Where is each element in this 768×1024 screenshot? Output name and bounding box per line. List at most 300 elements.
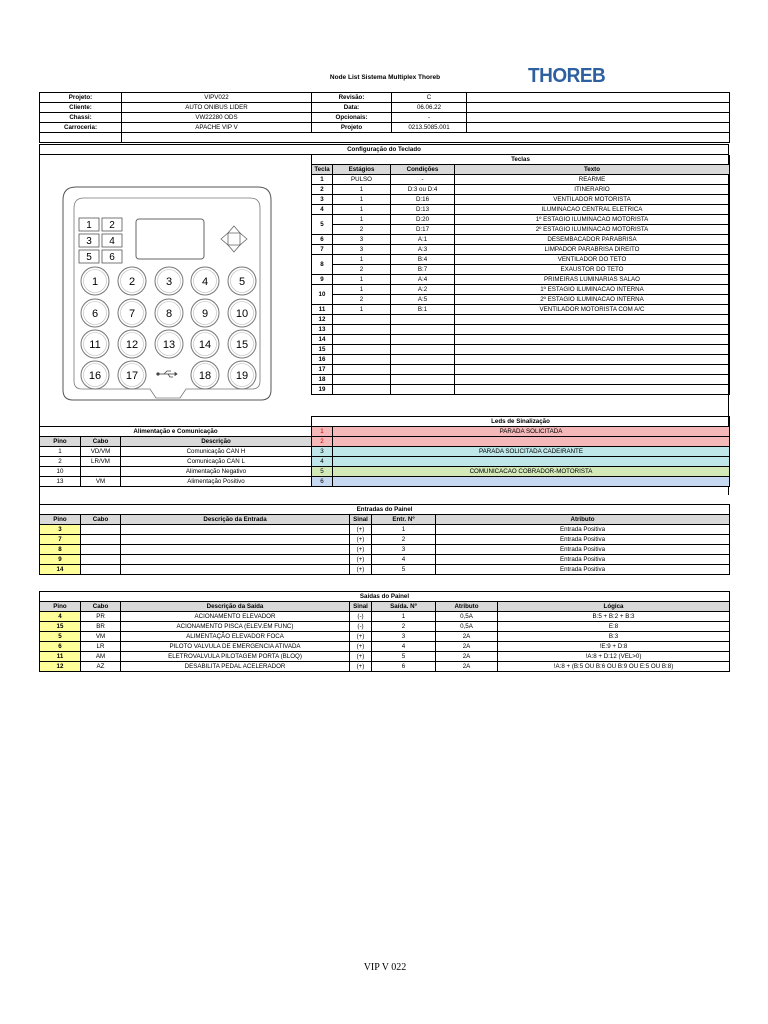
table-cell: 2 <box>372 535 436 545</box>
table-cell: Entrada Positiva <box>436 535 730 545</box>
table-cell: D:13 <box>391 205 455 215</box>
table-cell: 19 <box>312 385 333 395</box>
table-cell: VENTILADOR MOTORISTA COM A/C <box>455 305 730 315</box>
table-cell: ELETROVALVULA PILOTAGEM PORTA (BLOQ) <box>121 652 350 662</box>
tecla-row <box>312 325 730 335</box>
led-row <box>312 427 730 437</box>
alim-row <box>40 467 312 477</box>
table-cell <box>81 525 121 535</box>
table-cell <box>455 385 730 395</box>
table-cell: Saída. Nº <box>372 602 436 612</box>
table-cell <box>391 345 455 355</box>
alim-row <box>40 477 312 487</box>
table-cell: 1 <box>333 205 391 215</box>
table-cell: B:1 <box>391 305 455 315</box>
led-row <box>312 477 730 487</box>
table-cell: DESEMBACADOR PARABRISA <box>455 235 730 245</box>
table-cell <box>467 113 730 123</box>
table-cell: ITINERARIO <box>455 185 730 195</box>
table-cell: Cliente: <box>40 103 122 113</box>
table-cell: 1 <box>40 447 81 457</box>
tecla-row <box>312 365 730 375</box>
table-cell <box>455 325 730 335</box>
table-cell <box>81 535 121 545</box>
table-cell: 12 <box>40 662 81 672</box>
table-cell: Alimentação Positivo <box>121 477 312 487</box>
tecla-row <box>312 315 730 325</box>
saidas-title: Saídas do Painel <box>40 592 730 602</box>
small-key <box>102 234 122 247</box>
table-cell <box>333 437 730 447</box>
footer-label: VIP V 022 <box>363 962 407 973</box>
table-cell: 2A <box>436 652 498 662</box>
entradas-title: Entradas do Painel <box>40 505 730 515</box>
table-cell: 11 <box>312 305 333 315</box>
table-cell: PRIMEIRAS LUMINARIAS SALAO <box>455 275 730 285</box>
keypad-button <box>191 330 219 358</box>
keypad-button <box>228 299 256 327</box>
table-cell: PULSO <box>333 175 391 185</box>
table-cell: ACIONAMENTO ELEVADOR <box>121 612 350 622</box>
table-cell: - <box>391 175 455 185</box>
alimentacao-table <box>39 426 312 487</box>
table-cell: 3 <box>40 525 81 535</box>
svg-text:19: 19 <box>235 370 249 382</box>
table-cell: PILOTO VALVULA DE EMERGENCIA ATIVADA <box>121 642 350 652</box>
table-cell: 0,5A <box>436 622 498 632</box>
table-cell: Descrição da Entrada <box>121 515 350 525</box>
tecla-row <box>312 285 730 295</box>
table-cell: 1 <box>333 255 391 265</box>
table-cell <box>455 315 730 325</box>
table-cell: 4 <box>40 612 81 622</box>
svg-text:3: 3 <box>86 236 92 247</box>
table-cell: 2A <box>436 662 498 672</box>
table-cell: Entrada Positiva <box>436 545 730 555</box>
table-cell: 2A <box>436 632 498 642</box>
table-cell <box>333 457 730 467</box>
tecla-row <box>312 195 730 205</box>
table-cell: ILUMINACAO CENTRAL ELETRICA <box>455 205 730 215</box>
table-cell: COMUNICACAO COBRADOR-MOTORISTA <box>333 467 730 477</box>
table-cell: Projeto <box>312 123 392 133</box>
table-cell <box>391 325 455 335</box>
keypad-button <box>118 330 146 358</box>
table-cell: AUTO ONIBUS LIDER <box>122 103 312 113</box>
svg-text:1: 1 <box>91 276 99 288</box>
table-cell: 2º ESTAGIO ILUMINACAO MOTORISTA <box>455 225 730 235</box>
table-cell: 1 <box>333 195 391 205</box>
table-cell: 1 <box>333 275 391 285</box>
table-cell: PR <box>81 612 121 622</box>
alimentacao-title: Alimentação e Comunicação <box>40 427 312 437</box>
table-cell: 2A <box>436 642 498 652</box>
table-cell <box>121 535 350 545</box>
table-cell: EXAUSTOR DO TETO <box>455 265 730 275</box>
table-cell: (+) <box>350 535 372 545</box>
keypad-button <box>228 267 256 295</box>
table-cell: (+) <box>350 555 372 565</box>
svg-text:6: 6 <box>109 252 115 263</box>
table-cell: 6 <box>372 662 436 672</box>
keypad-button <box>191 361 219 389</box>
info-row <box>40 113 730 123</box>
keypad-button <box>191 299 219 327</box>
keypad-button <box>228 361 256 389</box>
tecla-row <box>312 295 730 305</box>
svg-text:2: 2 <box>109 220 115 231</box>
table-cell: Chassi: <box>40 113 122 123</box>
saida-row <box>40 632 730 642</box>
table-cell: 2 <box>312 437 333 447</box>
info-row <box>40 123 730 133</box>
leds-title: Leds de Sinalização <box>312 417 730 427</box>
table-cell: B:7 <box>391 265 455 275</box>
table-cell: LR <box>81 642 121 652</box>
table-cell: Data: <box>312 103 392 113</box>
table-cell: 3 <box>333 235 391 245</box>
table-cell: 2º ESTAGIO ILUMINACAO INTERNA <box>455 295 730 305</box>
table-cell <box>467 93 730 103</box>
svg-text:3: 3 <box>165 276 173 288</box>
entrada-row <box>40 565 730 575</box>
table-cell <box>391 335 455 345</box>
table-cell: Pino <box>40 515 81 525</box>
small-key <box>102 218 122 231</box>
tecla-row <box>312 335 730 345</box>
table-cell: Cabo <box>81 437 121 447</box>
table-cell: Texto <box>455 165 730 175</box>
svg-text:5: 5 <box>238 276 246 288</box>
svg-text:4: 4 <box>109 236 115 247</box>
table-cell: 4 <box>372 555 436 565</box>
table-cell: D:3 ou D:4 <box>391 185 455 195</box>
table-cell: B:5 + B:2 + B:3 <box>498 612 730 622</box>
table-cell: D:20 <box>391 215 455 225</box>
saidas-table <box>39 591 730 672</box>
entrada-row <box>40 555 730 565</box>
svg-text:5: 5 <box>86 252 92 263</box>
keypad-button <box>118 361 146 389</box>
table-cell: 6 <box>40 642 81 652</box>
table-cell: 5 <box>40 632 81 642</box>
table-cell: !E:9 + D:8 <box>498 642 730 652</box>
table-cell: LIMPADOR PARABRISA DIREITO <box>455 245 730 255</box>
info-row <box>40 93 730 103</box>
table-cell <box>121 525 350 535</box>
table-cell: (+) <box>350 545 372 555</box>
small-key <box>79 218 99 231</box>
table-cell <box>455 345 730 355</box>
tecla-row <box>312 235 730 245</box>
table-cell: 13 <box>312 325 333 335</box>
table-cell: Sinal <box>350 515 372 525</box>
table-cell: (-) <box>350 612 372 622</box>
table-cell <box>467 123 730 133</box>
table-cell: 1 <box>312 175 333 185</box>
table-cell: REARME <box>455 175 730 185</box>
led-row <box>312 457 730 467</box>
keypad-button <box>81 299 109 327</box>
tecla-row <box>312 355 730 365</box>
table-cell: Comunicação CAN L <box>121 457 312 467</box>
table-cell: Estágios <box>333 165 391 175</box>
table-cell: 2 <box>372 622 436 632</box>
table-cell: 10 <box>312 285 333 305</box>
table-cell: Comunicação CAN H <box>121 447 312 457</box>
table-cell: 2 <box>333 225 391 235</box>
led-row <box>312 437 730 447</box>
table-cell <box>121 555 350 565</box>
table-cell: 5 <box>312 215 333 235</box>
table-cell <box>455 365 730 375</box>
table-cell: VM <box>81 477 121 487</box>
svg-text:13: 13 <box>162 339 176 351</box>
table-cell <box>391 385 455 395</box>
table-cell: 5 <box>372 652 436 662</box>
table-cell: Carroceria: <box>40 123 122 133</box>
table-cell: E:8 <box>498 622 730 632</box>
table-cell: 3 <box>312 195 333 205</box>
svg-text:14: 14 <box>198 339 212 351</box>
table-cell: (+) <box>350 632 372 642</box>
svg-text:9: 9 <box>201 308 209 320</box>
tecla-row <box>312 265 730 275</box>
saida-row <box>40 642 730 652</box>
table-cell: 1 <box>312 427 333 437</box>
table-cell: Pino <box>40 437 81 447</box>
svg-text:7: 7 <box>128 308 136 320</box>
table-cell: AZ <box>81 662 121 672</box>
table-cell: 0,5A <box>436 612 498 622</box>
table-cell: 5 <box>372 565 436 575</box>
svg-text:18: 18 <box>198 370 212 382</box>
svg-text:12: 12 <box>125 339 139 351</box>
table-cell: 7 <box>40 535 81 545</box>
table-cell: Entrada Positiva <box>436 525 730 535</box>
tecla-row <box>312 345 730 355</box>
table-cell: - <box>392 113 467 123</box>
svg-text:2: 2 <box>128 276 136 288</box>
table-cell: 14 <box>312 335 333 345</box>
table-cell: 3 <box>312 447 333 457</box>
table-cell: Pino <box>40 602 81 612</box>
table-cell: 2 <box>40 457 81 467</box>
table-cell: 5 <box>312 467 333 477</box>
saida-row <box>40 652 730 662</box>
table-cell: (+) <box>350 525 372 535</box>
table-cell: Condições <box>391 165 455 175</box>
table-cell: 1 <box>333 185 391 195</box>
table-cell: Cabo <box>81 602 121 612</box>
table-cell: (+) <box>350 565 372 575</box>
table-cell <box>333 315 391 325</box>
table-cell: PARADA SOLICITADA <box>333 427 730 437</box>
table-cell: Revisão: <box>312 93 392 103</box>
keypad-button <box>155 299 183 327</box>
table-cell: 1 <box>372 525 436 535</box>
table-cell: D:17 <box>391 225 455 235</box>
keypad-button <box>118 267 146 295</box>
table-cell: 3 <box>372 632 436 642</box>
table-cell: A:1 <box>391 235 455 245</box>
table-cell: A:5 <box>391 295 455 305</box>
tecla-row <box>312 385 730 395</box>
table-cell: C <box>392 93 467 103</box>
teclado-title-table <box>39 144 729 155</box>
svg-text:1: 1 <box>86 220 92 231</box>
table-cell: 6 <box>312 477 333 487</box>
table-cell: 13 <box>40 477 81 487</box>
keypad-button <box>81 267 109 295</box>
table-cell: Sinal <box>350 602 372 612</box>
table-cell <box>391 375 455 385</box>
saida-row <box>40 612 730 622</box>
keypad-button <box>155 330 183 358</box>
tecla-row <box>312 205 730 215</box>
keypad-button <box>118 299 146 327</box>
svg-text:17: 17 <box>125 370 139 382</box>
table-cell: 17 <box>312 365 333 375</box>
table-cell: (+) <box>350 652 372 662</box>
table-cell: 1º ESTAGIO ILUMINACAO MOTORISTA <box>455 215 730 225</box>
table-cell: Entr. Nº <box>372 515 436 525</box>
table-cell: Atributo <box>436 602 498 612</box>
entrada-row <box>40 545 730 555</box>
svg-text:16: 16 <box>88 370 102 382</box>
table-cell: 15 <box>40 622 81 632</box>
table-cell: 1 <box>333 215 391 225</box>
table-cell <box>81 555 121 565</box>
svg-text:6: 6 <box>91 308 99 320</box>
table-cell: A:4 <box>391 275 455 285</box>
keypad-button <box>81 330 109 358</box>
table-cell: 10 <box>40 467 81 477</box>
teclas-table <box>311 155 730 395</box>
table-cell <box>81 565 121 575</box>
tecla-row <box>312 215 730 225</box>
table-cell: 2 <box>333 295 391 305</box>
table-cell: BR <box>81 622 121 632</box>
project-info-table <box>39 92 730 143</box>
small-key <box>79 234 99 247</box>
table-cell: LR/VM <box>81 457 121 467</box>
keypad-button <box>228 330 256 358</box>
table-cell: A:2 <box>391 285 455 295</box>
table-cell: 1 <box>333 285 391 295</box>
thoreb-logo: THOREB <box>528 65 606 88</box>
table-cell: Tecla <box>312 165 333 175</box>
table-cell: 6 <box>312 235 333 245</box>
document-title: Node List Sistema Multiplex Thoreb <box>329 74 441 81</box>
table-cell: AM <box>81 652 121 662</box>
table-cell: 3 <box>372 545 436 555</box>
table-cell: 7 <box>312 245 333 255</box>
table-cell: !A:8 + (B:5 OU B:6 OU B:9 OU E:5 OU B:8) <box>498 662 730 672</box>
saida-row <box>40 662 730 672</box>
table-cell: 06.06.22 <box>392 103 467 113</box>
table-cell <box>81 467 121 477</box>
table-cell: 1 <box>333 305 391 315</box>
svg-text:4: 4 <box>201 276 209 288</box>
table-cell: 9 <box>312 275 333 285</box>
table-cell: 4 <box>312 457 333 467</box>
table-cell: VIPV022 <box>122 93 312 103</box>
table-cell: D:16 <box>391 195 455 205</box>
tecla-row <box>312 225 730 235</box>
table-cell: PARADA SOLICITADA CADEIRANTE <box>333 447 730 457</box>
table-cell <box>333 375 391 385</box>
table-cell: VENTILADOR DO TETO <box>455 255 730 265</box>
alim-row <box>40 447 312 457</box>
table-cell: VENTILADOR MOTORISTA <box>455 195 730 205</box>
table-cell <box>391 365 455 375</box>
table-cell: 12 <box>312 315 333 325</box>
tecla-row <box>312 375 730 385</box>
table-cell <box>333 385 391 395</box>
tecla-row <box>312 255 730 265</box>
svg-text:11: 11 <box>89 339 101 351</box>
tecla-row <box>312 275 730 285</box>
tecla-row <box>312 175 730 185</box>
table-cell: Descrição <box>121 437 312 447</box>
table-cell: (-) <box>350 622 372 632</box>
table-cell <box>121 565 350 575</box>
table-cell: 2 <box>312 185 333 195</box>
table-cell: 16 <box>312 355 333 365</box>
led-row <box>312 447 730 457</box>
table-cell <box>467 103 730 113</box>
leds-table <box>311 416 730 487</box>
table-cell: 2 <box>333 265 391 275</box>
table-cell <box>121 545 350 555</box>
table-cell: Entrada Positiva <box>436 555 730 565</box>
info-row <box>40 103 730 113</box>
table-cell <box>333 345 391 355</box>
keypad-button <box>81 361 109 389</box>
table-cell: 4 <box>312 205 333 215</box>
table-cell <box>81 545 121 555</box>
table-cell: B:3 <box>498 632 730 642</box>
table-cell: (+) <box>350 662 372 672</box>
table-cell: 3 <box>333 245 391 255</box>
tecla-row <box>312 245 730 255</box>
table-cell: VW22280 ODS <box>122 113 312 123</box>
table-cell: Projeto: <box>40 93 122 103</box>
table-cell: DESABILITA PEDAL ACELERADOR <box>121 662 350 672</box>
table-cell: VD/VM <box>81 447 121 457</box>
table-cell <box>333 325 391 335</box>
svg-text:15: 15 <box>235 339 249 351</box>
table-cell: 15 <box>312 345 333 355</box>
table-cell <box>391 315 455 325</box>
table-cell: (+) <box>350 642 372 652</box>
table-cell: Entrada Positiva <box>436 565 730 575</box>
entradas-table <box>39 504 730 575</box>
table-cell: 11 <box>40 652 81 662</box>
keypad-illustration <box>62 186 272 406</box>
keypad-button <box>155 267 183 295</box>
table-cell: A:3 <box>391 245 455 255</box>
table-cell <box>333 477 730 487</box>
table-cell <box>333 335 391 345</box>
small-key <box>79 250 99 263</box>
table-cell: !A:8 + D:12 (VEL>0) <box>498 652 730 662</box>
table-cell: 0213.5085.001 <box>392 123 467 133</box>
svg-text:8: 8 <box>165 308 173 320</box>
table-cell: Atributo <box>436 515 730 525</box>
small-key <box>102 250 122 263</box>
